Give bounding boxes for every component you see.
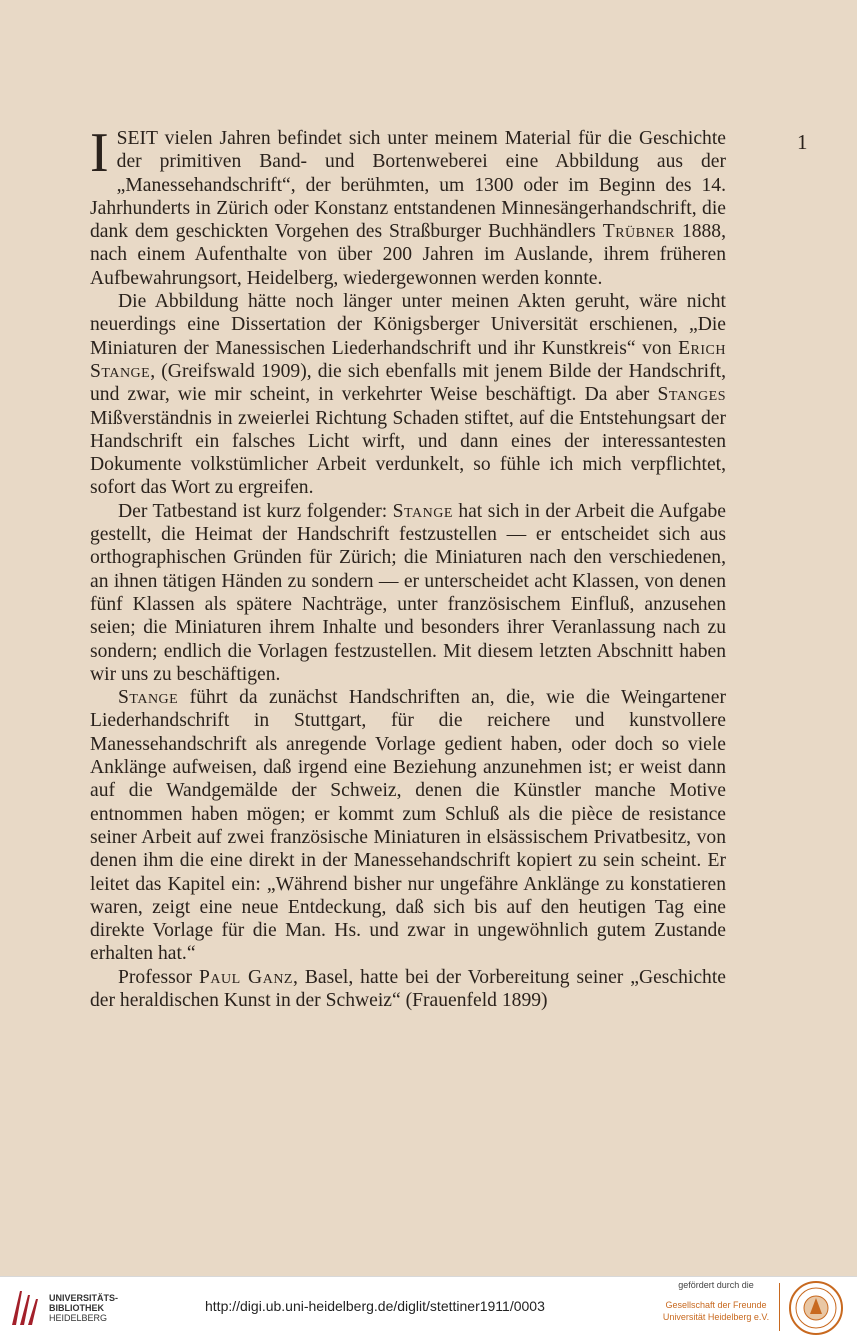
person-name: Stanges xyxy=(657,384,726,406)
footer-bar xyxy=(0,1276,857,1338)
paragraph: Der Tatbestand ist kurz folgender: Stange hat sich in der Arbeit die Aufgabe gestellt, die Heimat der Handschrift festzustellen — er entscheidet sich aus orthographischen Gründen für Zürich; die Miniaturen nach den verschiedenen, an ihnen tätigen Händen zu sondern — er unterscheidet acht Klassen, von denen fünf Klassen als spätere Nachträge, unter französischem Einfluß, anzusehen seien; die Miniaturen ihrem Inhalte und besonders ihrer Veranlassung nach zu sondern; endlich die Vorlagen festzustellen. Mit diesem letzten Abschnitt haben wir uns zu beschäftigen. xyxy=(90,500,726,685)
sponsor-org-line-1: Gesellschaft der Freunde xyxy=(665,1300,767,1310)
sponsor-lead: gefördert durch die xyxy=(678,1280,754,1290)
sponsor-credit[interactable] xyxy=(660,1279,772,1323)
sponsor-org-line-2: Universität Heidelberg e.V. xyxy=(662,1312,770,1322)
person-name: Paul Ganz xyxy=(198,966,293,988)
person-name: Stange xyxy=(118,687,179,709)
university-library-logo-icon[interactable] xyxy=(8,1287,44,1329)
library-name-line-2: BIBLIOTHEK xyxy=(49,1303,104,1313)
paragraph: ISEIT vielen Jahren befindet sich unter meinem Material für die Geschichte der primitiven Band- und Bortenweberei eine Abbildung aus der „Manessehandschrift“, der berühmten, um 1300 oder im Beginn des 14. Jahrhunderts in Zürich oder Konstanz entstandenen Minnesängerhandschrift, die dank dem geschickten Vorgehen des Straßburger Buchhändlers Trübner 1888, nach einem Aufenthalte von über 200 Jahren im Auslande, ihrem früheren Aufbewahrungsort, Heidelberg, wiedergewonnen werden konnte. xyxy=(90,122,726,289)
drop-initial: I xyxy=(90,122,109,184)
library-name[interactable] xyxy=(49,1293,118,1323)
footer-divider xyxy=(779,1283,780,1331)
paragraph: Stange führt da zunächst Handschriften an, die, wie die Weingartener Liederhandschrift in Stuttgart, für die reichere und kunstvollere Manessehandschrift als anregende Vorlage gedient haben, oder doch so viele Anklänge aufweisen, daß irgend eine Beziehung anzunehmen ist; er weist dann auf die Wandgemälde der Schweiz, denen die Künstler manche Motive entnommen haben mögen; er kommt zum Schluß als die pièce de resistance seiner Arbeit auf zwei französische Miniaturen in elsässischem Privatbesitz, von denen ihm die eine direkt in der Manessehandschrift kopiert zu sein scheint. Er leitet das Kapitel ein: „Während bisher nur ungefähre Anklänge zu konstatieren waren, zeigt eine neue Entdeckung, daß sich bis auf den heutigen Tag eine direkte Vorlage für die Man. Hs. und zwar in ungewöhnlich gutem Zustande erhalten hat.“ xyxy=(90,687,726,965)
library-name-line-3: HEIDELBERG xyxy=(49,1313,108,1323)
document-url-link[interactable]: http://digi.ub.uni-heidelberg.de/diglit/stettiner1911/0003 xyxy=(205,1298,545,1314)
person-name: Erich Stange xyxy=(90,337,726,382)
body-text xyxy=(90,122,726,1012)
university-seal-icon[interactable] xyxy=(788,1280,844,1336)
page-number: 1 xyxy=(797,130,808,154)
library-name-line-1: UNIVERSITÄTS- xyxy=(49,1293,119,1303)
person-name: Stange xyxy=(392,500,453,522)
paragraph: Professor Paul Ganz, Basel, hatte bei der Vorbereitung seiner „Geschichte der heraldischen Kunst in der Schweiz“ (Frauenfeld 1899) xyxy=(90,966,726,1011)
paragraph: Die Abbildung hätte noch länger unter meinen Akten geruht, wäre nicht neuerdings eine Dissertation der Königsberger Universität erschienen, „Die Miniaturen der Manessischen Liederhandschrift und ihr Kunstkreis“ von Erich Stange, (Greifswald 1909), die sich ebenfalls mit jenem Bilde der Handschrift, und zwar, wie mir scheint, in verkehrter Weise beschäftigt. Da aber Stanges Mißverständnis in zweierlei Richtung Schaden stiftet, auf die Entstehungsart der Handschrift ein falsches Licht wirft, und dann eines der interessantesten Dokumente volkstümlicher Arbeit verdunkelt, so fühle ich mich verpflichtet, sofort das Wort zu ergreifen. xyxy=(90,291,726,499)
person-name: Trübner xyxy=(602,221,675,243)
